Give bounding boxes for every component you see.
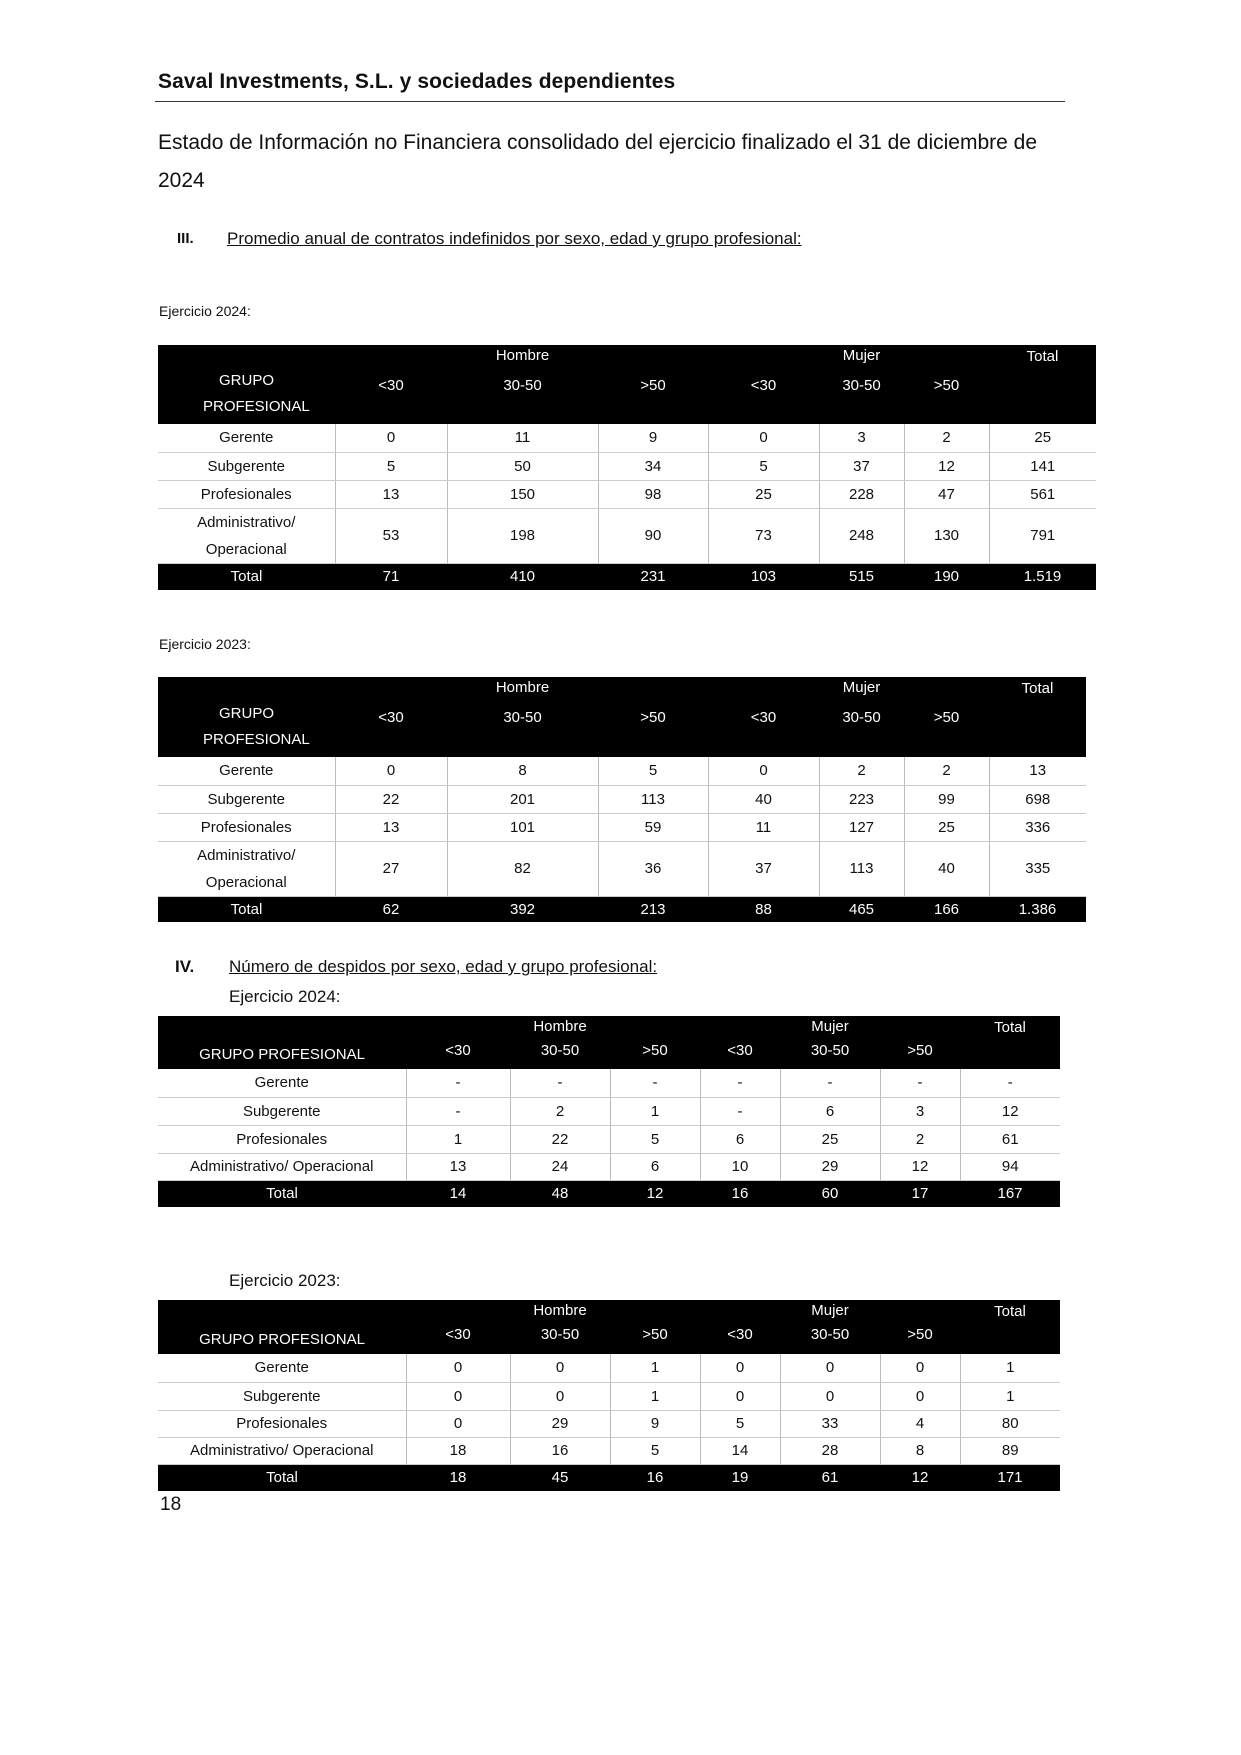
total-cell: 410 (447, 563, 598, 590)
table-cell: 0 (406, 1354, 510, 1382)
section-title: Promedio anual de contratos indefinidos por sexo, edad y grupo profesional: (227, 229, 802, 248)
table-cell: 0 (510, 1382, 610, 1410)
total-cell: 17 (880, 1180, 960, 1207)
mujer-header: Mujer (780, 1300, 880, 1324)
age-column-header: 30-50 (510, 1324, 610, 1354)
spacer-cell (598, 345, 708, 369)
table-cell: 29 (510, 1410, 610, 1437)
total-cell: 1.519 (989, 563, 1096, 590)
spacer-cell (335, 345, 447, 369)
total-header: Total (989, 345, 1096, 369)
table-cell: 11 (708, 813, 819, 841)
spacer-cell (700, 1016, 780, 1040)
row-label: Administrativo/ Operacional (158, 1437, 406, 1464)
total-row (158, 1180, 1060, 1207)
hombre-header: Hombre (510, 1300, 610, 1324)
table-cell: 9 (598, 424, 708, 452)
total-row (158, 1464, 1060, 1491)
spacer-cell (880, 1300, 960, 1324)
table-cell: 5 (610, 1437, 700, 1464)
table-cell: 150 (447, 480, 598, 508)
group-header-cell: GRUPO PROFESIONAL (158, 1300, 406, 1354)
age-column-header: <30 (708, 701, 819, 757)
page-number: 18 (160, 1494, 182, 1515)
table-cell: 16 (510, 1437, 610, 1464)
table-cell: 8 (447, 757, 598, 785)
table-cell: 40 (708, 785, 819, 813)
year-label: Ejercicio 2023: (159, 636, 251, 652)
data-table (158, 1300, 1060, 1491)
age-column-header: <30 (335, 701, 447, 757)
mujer-header: Mujer (780, 1016, 880, 1040)
table-row (158, 813, 1086, 841)
row-label: Gerente (158, 757, 335, 785)
table-row (158, 841, 1086, 896)
age-column-header: >50 (880, 1040, 960, 1069)
table-cell: 2 (880, 1125, 960, 1153)
table-cell: 13 (335, 480, 447, 508)
row-label: Profesionales (158, 1125, 406, 1153)
spacer-cell (960, 1324, 1060, 1354)
table-cell: 2 (904, 424, 989, 452)
row-label: Administrativo/ Operacional (158, 508, 335, 563)
mujer-header: Mujer (819, 677, 904, 701)
total-cell: 19 (700, 1464, 780, 1491)
total-cell: 171 (960, 1464, 1060, 1491)
total-cell: 231 (598, 563, 708, 590)
row-label: Gerente (158, 1069, 406, 1097)
total-row-label: Total (158, 1180, 406, 1207)
data-table (158, 1016, 1060, 1207)
table-cell: 22 (510, 1125, 610, 1153)
table-cell: 2 (819, 757, 904, 785)
row-label: Administrativo/ Operacional (158, 1153, 406, 1180)
table-cell: - (510, 1069, 610, 1097)
table-cell: 228 (819, 480, 904, 508)
total-row-label: Total (158, 563, 335, 590)
table-cell: 34 (598, 452, 708, 480)
total-header: Total (960, 1016, 1060, 1040)
spacer-cell (960, 1040, 1060, 1069)
age-column-header: >50 (598, 701, 708, 757)
table-cell: 248 (819, 508, 904, 563)
table-cell: 336 (989, 813, 1086, 841)
table-cell: 0 (700, 1382, 780, 1410)
total-cell: 515 (819, 563, 904, 590)
total-cell: 61 (780, 1464, 880, 1491)
table-cell: 8 (880, 1437, 960, 1464)
table-row (158, 757, 1086, 785)
table-cell: 25 (904, 813, 989, 841)
group-header-cell: GRUPO PROFESIONAL (158, 677, 335, 757)
table-cell: - (700, 1097, 780, 1125)
total-header: Total (960, 1300, 1060, 1324)
table-cell: 13 (406, 1153, 510, 1180)
age-column-header: 30-50 (447, 701, 598, 757)
table-cell: 22 (335, 785, 447, 813)
spacer-cell (406, 1300, 510, 1324)
table-cell: 5 (708, 452, 819, 480)
total-cell: 62 (335, 896, 447, 922)
row-label: Profesionales (158, 813, 335, 841)
age-column-header: 30-50 (510, 1040, 610, 1069)
table-row (158, 1437, 1060, 1464)
document-subtitle: Estado de Información no Financiera consolidado del ejercicio finalizado el 31 de diciembre de 2024 (158, 131, 1038, 192)
age-column-header: >50 (904, 369, 989, 424)
total-cell: 190 (904, 563, 989, 590)
spacer-cell (610, 1016, 700, 1040)
table-cell: 33 (780, 1410, 880, 1437)
row-label: Profesionales (158, 1410, 406, 1437)
table-cell: - (880, 1069, 960, 1097)
table-cell: 37 (708, 841, 819, 896)
table-cell: 0 (880, 1382, 960, 1410)
row-label: Subgerente (158, 1382, 406, 1410)
age-column-header: <30 (708, 369, 819, 424)
section-iii-heading (177, 230, 877, 252)
data-table (158, 677, 1086, 922)
table-cell: 11 (447, 424, 598, 452)
table-cell: 1 (406, 1125, 510, 1153)
table-cell: 127 (819, 813, 904, 841)
section-number: IV. (175, 957, 195, 976)
table-cell: - (406, 1097, 510, 1125)
table-cell: 5 (598, 757, 708, 785)
table-cell: - (700, 1069, 780, 1097)
total-cell: 465 (819, 896, 904, 922)
total-cell: 392 (447, 896, 598, 922)
table-cell: 50 (447, 452, 598, 480)
table-cell: 0 (708, 424, 819, 452)
spacer-cell (989, 701, 1086, 757)
table-cell: 0 (406, 1382, 510, 1410)
table-cell: 5 (700, 1410, 780, 1437)
row-label: Subgerente (158, 785, 335, 813)
table-cell: 1 (610, 1097, 700, 1125)
section-number: III. (177, 230, 194, 247)
spacer-cell (708, 677, 819, 701)
age-column-header: 30-50 (780, 1324, 880, 1354)
table-cell: 0 (708, 757, 819, 785)
table-cell: 29 (780, 1153, 880, 1180)
spacer-cell (904, 677, 989, 701)
group-header-cell: GRUPO PROFESIONAL (158, 1016, 406, 1069)
age-column-header: 30-50 (819, 369, 904, 424)
spacer-cell (610, 1300, 700, 1324)
total-header: Total (989, 677, 1086, 701)
table-row (158, 480, 1096, 508)
table-cell: 6 (700, 1125, 780, 1153)
table-row (158, 1153, 1060, 1180)
table-cell: 2 (904, 757, 989, 785)
total-cell: 166 (904, 896, 989, 922)
age-column-header: <30 (335, 369, 447, 424)
age-column-header: <30 (406, 1324, 510, 1354)
row-label: Subgerente (158, 452, 335, 480)
spacer-cell (335, 677, 447, 701)
total-cell: 60 (780, 1180, 880, 1207)
total-row (158, 563, 1096, 590)
table-cell: 5 (610, 1125, 700, 1153)
table-cell: 335 (989, 841, 1086, 896)
table-cell: 40 (904, 841, 989, 896)
total-cell: 12 (880, 1464, 960, 1491)
row-label: Profesionales (158, 480, 335, 508)
table-cell: 201 (447, 785, 598, 813)
row-label: Gerente (158, 1354, 406, 1382)
total-cell: 14 (406, 1180, 510, 1207)
total-row-label: Total (158, 896, 335, 922)
table-cell: 113 (598, 785, 708, 813)
total-cell: 48 (510, 1180, 610, 1207)
total-cell: 1.386 (989, 896, 1086, 922)
table-cell: 12 (904, 452, 989, 480)
age-column-header: 30-50 (819, 701, 904, 757)
table-cell: 0 (700, 1354, 780, 1382)
section-iv-heading (175, 957, 875, 979)
table-row (158, 785, 1086, 813)
table-cell: 198 (447, 508, 598, 563)
table-cell: 6 (610, 1153, 700, 1180)
table-cell: 4 (880, 1410, 960, 1437)
table-cell: 0 (406, 1410, 510, 1437)
age-column-header: <30 (700, 1324, 780, 1354)
table-cell: 5 (335, 452, 447, 480)
table-cell: 10 (700, 1153, 780, 1180)
table-cell: 101 (447, 813, 598, 841)
table-cell: 61 (960, 1125, 1060, 1153)
year-label: Ejercicio 2024: (229, 987, 341, 1006)
table-row (158, 508, 1096, 563)
table-cell: 98 (598, 480, 708, 508)
table-cell: 80 (960, 1410, 1060, 1437)
age-column-header: 30-50 (780, 1040, 880, 1069)
age-column-header: >50 (598, 369, 708, 424)
table-row (158, 1354, 1060, 1382)
table-cell: 37 (819, 452, 904, 480)
table-cell: 791 (989, 508, 1096, 563)
total-cell: 213 (598, 896, 708, 922)
age-column-header: 30-50 (447, 369, 598, 424)
table-cell: 25 (780, 1125, 880, 1153)
age-column-header: >50 (904, 701, 989, 757)
table-row (158, 1410, 1060, 1437)
table-cell: 0 (780, 1354, 880, 1382)
total-cell: 16 (610, 1464, 700, 1491)
table-cell: 18 (406, 1437, 510, 1464)
spacer-cell (880, 1016, 960, 1040)
table-cell: 1 (960, 1354, 1060, 1382)
table-row (158, 424, 1096, 452)
table-cell: 25 (708, 480, 819, 508)
table-row (158, 452, 1096, 480)
total-cell: 88 (708, 896, 819, 922)
table-cell: - (780, 1069, 880, 1097)
group-header-cell: GRUPO PROFESIONAL (158, 345, 335, 424)
row-label: Administrativo/ Operacional (158, 841, 335, 896)
table-cell: 113 (819, 841, 904, 896)
table-cell: 0 (780, 1382, 880, 1410)
total-cell: 45 (510, 1464, 610, 1491)
table-cell: - (406, 1069, 510, 1097)
table-cell: 0 (335, 757, 447, 785)
total-cell: 18 (406, 1464, 510, 1491)
age-column-header: <30 (406, 1040, 510, 1069)
table-cell: 59 (598, 813, 708, 841)
table-cell: 28 (780, 1437, 880, 1464)
table-cell: 73 (708, 508, 819, 563)
table-cell: 99 (904, 785, 989, 813)
table-cell: 12 (880, 1153, 960, 1180)
hombre-header: Hombre (447, 677, 598, 701)
row-label: Gerente (158, 424, 335, 452)
table-cell: 94 (960, 1153, 1060, 1180)
table-cell: 141 (989, 452, 1096, 480)
age-column-header: >50 (610, 1324, 700, 1354)
total-cell: 103 (708, 563, 819, 590)
table-cell: 0 (880, 1354, 960, 1382)
total-row-label: Total (158, 1464, 406, 1491)
spacer-cell (904, 345, 989, 369)
table-cell: 53 (335, 508, 447, 563)
table-cell: 1 (610, 1382, 700, 1410)
spacer-cell (708, 345, 819, 369)
table-cell: 0 (510, 1354, 610, 1382)
table-cell: 27 (335, 841, 447, 896)
table-cell: 82 (447, 841, 598, 896)
year-label: Ejercicio 2024: (159, 303, 251, 319)
total-cell: 12 (610, 1180, 700, 1207)
row-label: Subgerente (158, 1097, 406, 1125)
table-cell: 14 (700, 1437, 780, 1464)
table-cell: 1 (610, 1354, 700, 1382)
spacer-cell (406, 1016, 510, 1040)
table-cell: 90 (598, 508, 708, 563)
section-title: Número de despidos por sexo, edad y grupo profesional: (229, 957, 658, 976)
table-cell: 3 (880, 1097, 960, 1125)
table-cell: 13 (335, 813, 447, 841)
age-column-header: <30 (700, 1040, 780, 1069)
table-cell: - (610, 1069, 700, 1097)
spacer-cell (700, 1300, 780, 1324)
mujer-header: Mujer (819, 345, 904, 369)
header-rule (155, 101, 1065, 102)
data-table (158, 345, 1096, 590)
table-cell: 89 (960, 1437, 1060, 1464)
hombre-header: Hombre (447, 345, 598, 369)
table-cell: 223 (819, 785, 904, 813)
table-row (158, 1097, 1060, 1125)
table-cell: 698 (989, 785, 1086, 813)
table-row (158, 1069, 1060, 1097)
company-title: Saval Investments, S.L. y sociedades dependientes (158, 70, 676, 93)
total-row (158, 896, 1086, 922)
table-cell: - (960, 1069, 1060, 1097)
total-cell: 71 (335, 563, 447, 590)
total-cell: 16 (700, 1180, 780, 1207)
total-cell: 167 (960, 1180, 1060, 1207)
table-cell: 6 (780, 1097, 880, 1125)
table-cell: 36 (598, 841, 708, 896)
age-column-header: >50 (880, 1324, 960, 1354)
table-cell: 12 (960, 1097, 1060, 1125)
spacer-cell (989, 369, 1096, 424)
table-cell: 25 (989, 424, 1096, 452)
table-row (158, 1382, 1060, 1410)
spacer-cell (598, 677, 708, 701)
table-row (158, 1125, 1060, 1153)
age-column-header: >50 (610, 1040, 700, 1069)
table-cell: 24 (510, 1153, 610, 1180)
table-cell: 3 (819, 424, 904, 452)
table-cell: 13 (989, 757, 1086, 785)
table-cell: 9 (610, 1410, 700, 1437)
table-cell: 1 (960, 1382, 1060, 1410)
table-cell: 561 (989, 480, 1096, 508)
table-cell: 2 (510, 1097, 610, 1125)
year-label: Ejercicio 2023: (229, 1271, 341, 1290)
table-cell: 130 (904, 508, 989, 563)
hombre-header: Hombre (510, 1016, 610, 1040)
table-cell: 47 (904, 480, 989, 508)
table-cell: 0 (335, 424, 447, 452)
